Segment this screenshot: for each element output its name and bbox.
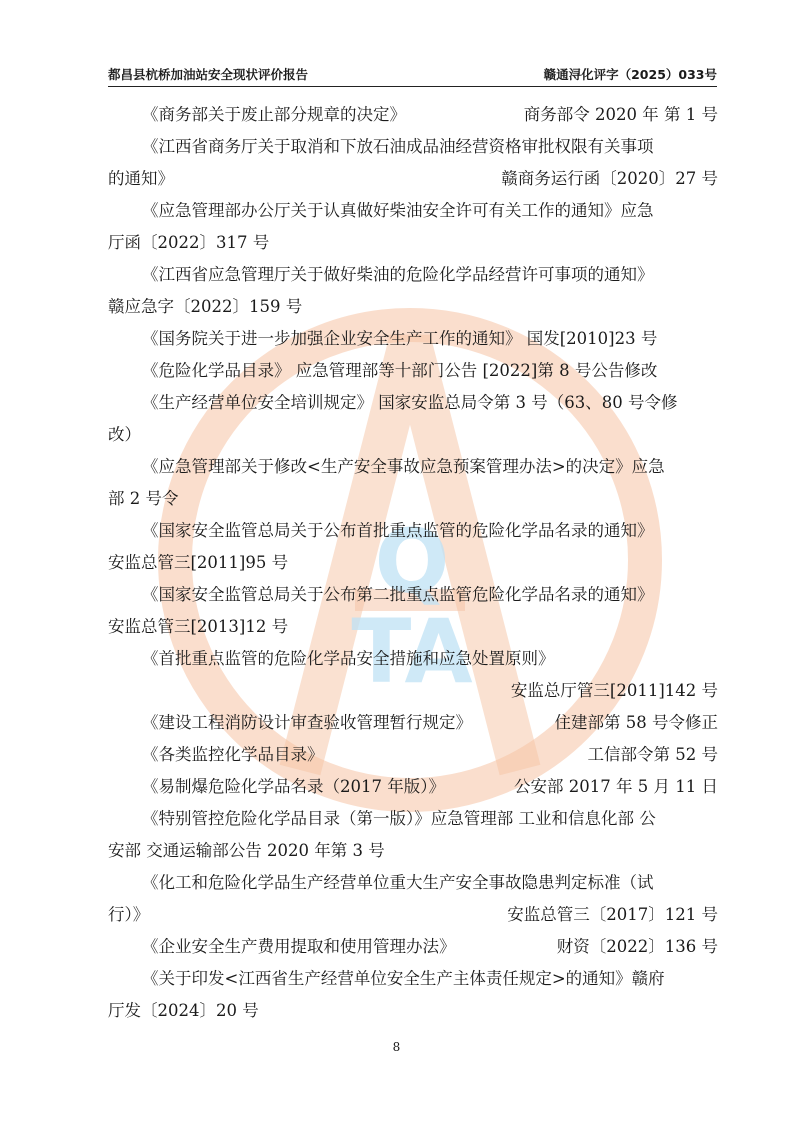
text-line: 《江西省商务厅关于取消和下放石油成品油经营资格审批权限有关事项 bbox=[142, 137, 654, 156]
text-line: 《国务院关于进一步加强企业安全生产工作的通知》 国发[2010]23 号 bbox=[142, 329, 658, 348]
text-line bbox=[108, 163, 718, 195]
text-line bbox=[108, 99, 718, 131]
regulation-reference: 安监总管三〔2017〕121 号 bbox=[507, 905, 718, 924]
text-line: 厅发〔2024〕20 号 bbox=[108, 1001, 259, 1020]
regulation-reference: 公安部 2017 年 5 月 11 日 bbox=[514, 777, 718, 796]
regulation-list bbox=[108, 99, 718, 1027]
regulation-reference: 赣商务运行函〔2020〕27 号 bbox=[501, 169, 718, 188]
regulation-title: 《建设工程消防设计审查验收管理暂行规定》 bbox=[142, 713, 472, 732]
text-line: 《国家安全监管总局关于公布第二批重点监管危险化学品名录的通知》 bbox=[142, 585, 654, 604]
text-line: 安监总管三[2011]95 号 bbox=[108, 553, 289, 572]
text-line: 《危险化学品目录》 应急管理部等十部门公告 [2022]第 8 号公告修改 bbox=[142, 361, 658, 380]
text-line: 《化工和危险化学品生产经营单位重大生产安全事故隐患判定标准（试 bbox=[142, 873, 654, 892]
text-line: 厅函〔2022〕317 号 bbox=[108, 233, 270, 252]
report-title: 都昌县杭桥加油站安全现状评价报告 bbox=[108, 67, 309, 82]
svg-text:Q: Q bbox=[374, 510, 450, 613]
text-line bbox=[108, 899, 718, 931]
page-number: 8 bbox=[392, 1040, 401, 1054]
regulation-reference: 财资〔2022〕136 号 bbox=[556, 937, 718, 956]
text-line bbox=[108, 931, 718, 963]
regulation-title: 《各类监控化学品目录》 bbox=[142, 745, 324, 764]
regulation-reference: 住建部第 58 号令修正 bbox=[554, 713, 718, 732]
text-line: 赣应急字〔2022〕159 号 bbox=[108, 297, 303, 316]
page-header bbox=[108, 66, 717, 87]
text-line: 安监总管三[2013]12 号 bbox=[108, 617, 289, 636]
text-line: 《关于印发<江西省生产经营单位安全生产主体责任规定>的通知》赣府 bbox=[142, 969, 665, 988]
text-line: 《特别管控危险化学品目录（第一版）》应急管理部 工业和信息化部 公 bbox=[142, 809, 656, 828]
text-line bbox=[108, 707, 718, 739]
text-line: 部 2 号令 bbox=[108, 489, 179, 508]
text-line: 《应急管理部办公厅关于认真做好柴油安全许可有关工作的通知》应急 bbox=[142, 201, 654, 220]
text-line: 《应急管理部关于修改<生产安全事故应急预案管理办法>的决定》应急 bbox=[142, 457, 665, 476]
text-line: 《国家安全监管总局关于公布首批重点监管的危险化学品名录的通知》 bbox=[142, 521, 654, 540]
text-line: 《生产经营单位安全培训规定》 国家安监总局令第 3 号（63、80 号令修 bbox=[142, 393, 678, 412]
regulation-title: 的通知》 bbox=[108, 169, 174, 188]
text-line bbox=[108, 771, 718, 803]
regulation-title: 《企业安全生产费用提取和使用管理办法》 bbox=[142, 937, 456, 956]
text-line bbox=[108, 739, 718, 771]
regulation-title: 《商务部关于废止部分规章的决定》 bbox=[142, 105, 406, 124]
regulation-reference: 工信部令第 52 号 bbox=[587, 745, 718, 764]
report-number: 赣通浔化评字（2025）033号 bbox=[543, 67, 717, 82]
regulation-reference: 商务部令 2020 年 第 1 号 bbox=[523, 105, 718, 124]
regulation-title: 《易制爆危险化学品名录（2017 年版）》 bbox=[142, 777, 445, 796]
text-line: 《首批重点监管的危险化学品安全措施和应急处置原则》 bbox=[142, 649, 555, 668]
text-line: 安监总厅管三[2011]142 号 bbox=[510, 681, 718, 700]
regulation-title: 行）》 bbox=[108, 905, 150, 924]
svg-text:TA: TA bbox=[351, 600, 473, 703]
text-line: 《江西省应急管理厅关于做好柴油的危险化学品经营许可事项的通知》 bbox=[142, 265, 654, 284]
text-line: 改） bbox=[108, 425, 141, 444]
text-line: 安部 交通运输部公告 2020 年第 3 号 bbox=[108, 841, 385, 860]
